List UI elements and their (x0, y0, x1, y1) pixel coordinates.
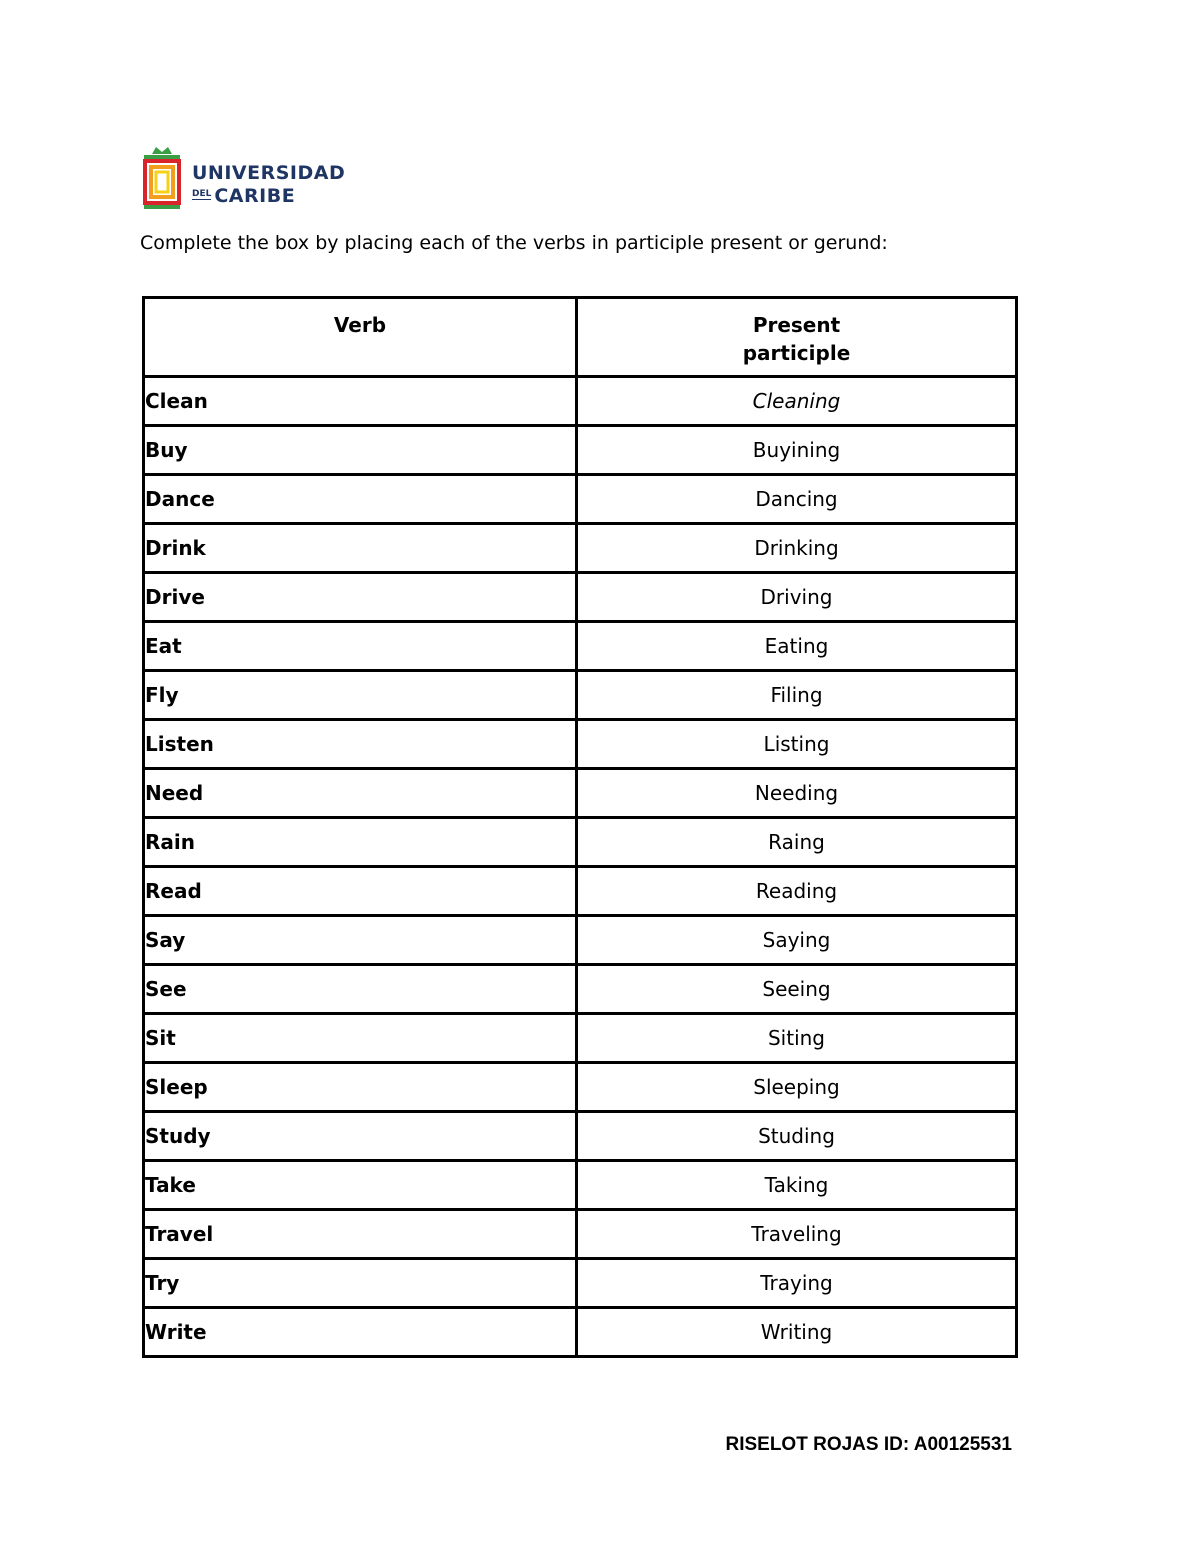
verb-cell: Write (144, 1308, 577, 1357)
table-row (144, 1259, 1017, 1308)
verb-cell: See (144, 965, 577, 1014)
table-row (144, 1210, 1017, 1259)
header-verb: Verb (144, 298, 577, 377)
table-row (144, 867, 1017, 916)
table-row (144, 818, 1017, 867)
participle-cell: Filing (577, 671, 1017, 720)
table-row (144, 622, 1017, 671)
participle-cell: Buyining (577, 426, 1017, 475)
table-row (144, 573, 1017, 622)
verb-cell: Drink (144, 524, 577, 573)
university-logo (140, 144, 360, 212)
participle-cell: Eating (577, 622, 1017, 671)
table-row (144, 769, 1017, 818)
participle-cell: Traying (577, 1259, 1017, 1308)
verb-cell: Dance (144, 475, 577, 524)
participle-cell: Taking (577, 1161, 1017, 1210)
student-id: RISELOT ROJAS ID: A00125531 (725, 1434, 1012, 1455)
verb-cell: Listen (144, 720, 577, 769)
verb-cell: Clean (144, 377, 577, 426)
logo-text-caribe-word: CARIBE (214, 185, 296, 207)
table-row (144, 1063, 1017, 1112)
table-header-row (144, 298, 1017, 377)
participle-cell: Siting (577, 1014, 1017, 1063)
logo-text-caribe (192, 185, 295, 207)
verb-cell: Try (144, 1259, 577, 1308)
verb-cell: Travel (144, 1210, 577, 1259)
verb-table-body (144, 377, 1017, 1357)
logo-text-del: DEL (192, 189, 212, 199)
verb-cell: Rain (144, 818, 577, 867)
header-present-participle (577, 298, 1017, 377)
participle-cell: Writing (577, 1308, 1017, 1357)
logo-text-universidad: UNIVERSIDAD (192, 162, 346, 184)
verb-cell: Need (144, 769, 577, 818)
participle-cell: Drinking (577, 524, 1017, 573)
university-emblem-icon (140, 144, 184, 212)
verb-cell: Drive (144, 573, 577, 622)
participle-cell: Dancing (577, 475, 1017, 524)
participle-cell: Cleaning (577, 377, 1017, 426)
verb-cell: Buy (144, 426, 577, 475)
table-row (144, 1308, 1017, 1357)
participle-cell: Needing (577, 769, 1017, 818)
table-row (144, 377, 1017, 426)
participle-cell: Saying (577, 916, 1017, 965)
participle-cell: Driving (577, 573, 1017, 622)
verb-cell: Read (144, 867, 577, 916)
verb-cell: Eat (144, 622, 577, 671)
verb-cell: Say (144, 916, 577, 965)
participle-cell: Sleeping (577, 1063, 1017, 1112)
table-row (144, 671, 1017, 720)
table-row (144, 1161, 1017, 1210)
verb-table (142, 296, 1018, 1358)
participle-cell: Seeing (577, 965, 1017, 1014)
table-row (144, 720, 1017, 769)
table-row (144, 475, 1017, 524)
participle-cell: Raing (577, 818, 1017, 867)
participle-cell: Studing (577, 1112, 1017, 1161)
table-row (144, 1014, 1017, 1063)
verb-cell: Take (144, 1161, 577, 1210)
header-present-participle-text: Present participle (742, 313, 851, 365)
verb-cell: Fly (144, 671, 577, 720)
table-row (144, 965, 1017, 1014)
verb-cell: Study (144, 1112, 577, 1161)
table-row (144, 916, 1017, 965)
table-row (144, 426, 1017, 475)
table-row (144, 524, 1017, 573)
participle-cell: Listing (577, 720, 1017, 769)
participle-cell: Traveling (577, 1210, 1017, 1259)
table-row (144, 1112, 1017, 1161)
verb-cell: Sit (144, 1014, 577, 1063)
verb-cell: Sleep (144, 1063, 577, 1112)
instructions-text: Complete the box by placing each of the verbs in participle present or gerund: (140, 232, 888, 254)
participle-cell: Reading (577, 867, 1017, 916)
